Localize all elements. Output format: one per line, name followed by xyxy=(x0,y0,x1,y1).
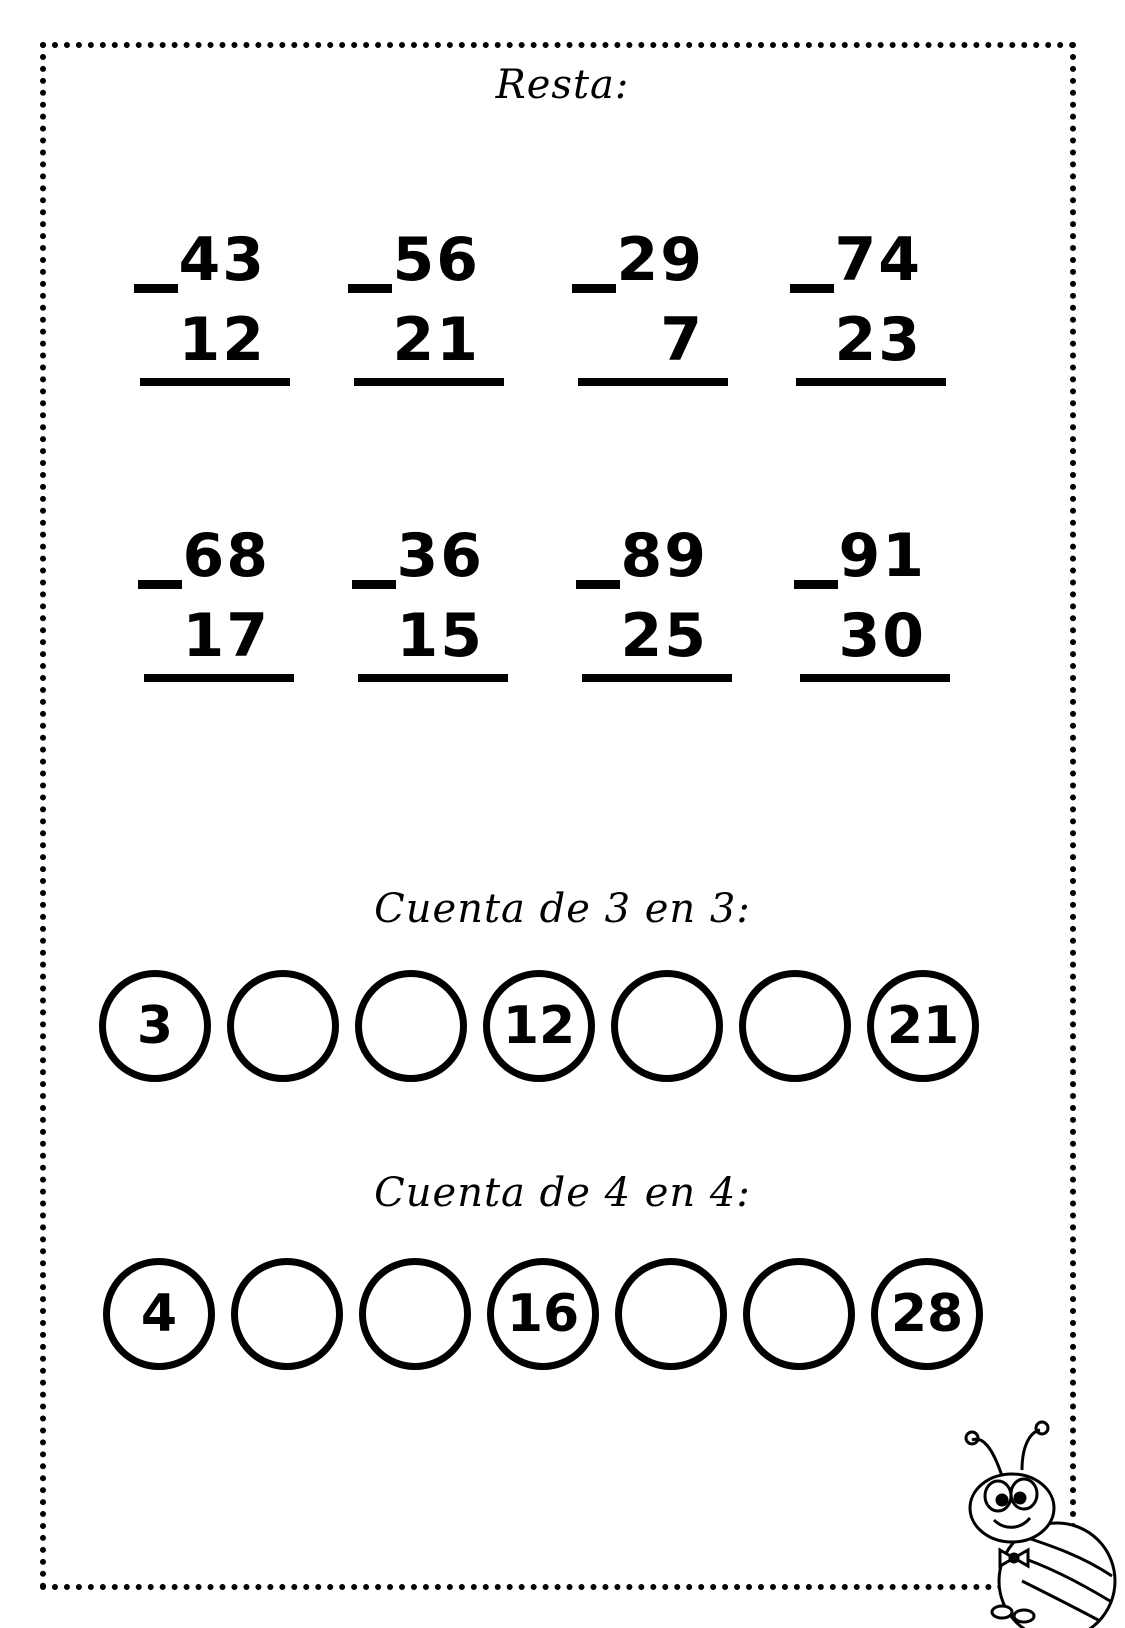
count-by-4-label: Cuenta de 4 en 4: xyxy=(374,1170,751,1216)
minus-sign xyxy=(352,580,396,589)
minus-sign xyxy=(576,580,620,589)
count-circle[interactable] xyxy=(231,1258,343,1370)
subtraction-problem xyxy=(352,520,512,680)
count-circle[interactable]: 28 xyxy=(871,1258,983,1370)
subtrahend: 23 xyxy=(834,305,922,375)
answer-line[interactable] xyxy=(358,674,508,682)
answer-line[interactable] xyxy=(796,378,946,386)
answer-line[interactable] xyxy=(144,674,294,682)
answer-line[interactable] xyxy=(354,378,504,386)
minuend: 91 xyxy=(838,521,926,591)
count-circle[interactable] xyxy=(739,970,851,1082)
count-circle[interactable]: 12 xyxy=(483,970,595,1082)
count-circle[interactable] xyxy=(227,970,339,1082)
subtraction-problem xyxy=(572,224,732,384)
count-circle[interactable]: 21 xyxy=(867,970,979,1082)
minus-sign xyxy=(138,580,182,589)
count-circle[interactable] xyxy=(359,1258,471,1370)
minus-sign xyxy=(794,580,838,589)
subtraction-problem xyxy=(576,520,736,680)
minuend: 68 xyxy=(182,521,270,591)
answer-line[interactable] xyxy=(800,674,950,682)
subtraction-problem xyxy=(134,224,294,384)
count-circle[interactable] xyxy=(611,970,723,1082)
minus-sign xyxy=(348,284,392,293)
answer-line[interactable] xyxy=(582,674,732,682)
subtraction-problem xyxy=(348,224,508,384)
answer-line[interactable] xyxy=(578,378,728,386)
minuend: 29 xyxy=(616,225,704,295)
subtraction-problem xyxy=(138,520,298,680)
minuend: 43 xyxy=(178,225,266,295)
count-circle[interactable]: 16 xyxy=(487,1258,599,1370)
answer-line[interactable] xyxy=(140,378,290,386)
subtrahend: 30 xyxy=(838,601,926,671)
minuend: 89 xyxy=(620,521,708,591)
subtraction-problem xyxy=(790,224,950,384)
minus-sign xyxy=(572,284,616,293)
minus-sign xyxy=(790,284,834,293)
caterpillar-illustration-icon xyxy=(962,1416,1125,1628)
subtrahend: 7 xyxy=(660,305,704,375)
minuend: 56 xyxy=(392,225,480,295)
count-circle[interactable] xyxy=(615,1258,727,1370)
count-by-3-label: Cuenta de 3 en 3: xyxy=(374,886,751,932)
subtrahend: 17 xyxy=(182,601,270,671)
count-circle[interactable] xyxy=(355,970,467,1082)
subtrahend: 25 xyxy=(620,601,708,671)
worksheet-title: Resta: xyxy=(495,62,630,108)
count-circle[interactable]: 3 xyxy=(99,970,211,1082)
minuend: 36 xyxy=(396,521,484,591)
minus-sign xyxy=(134,284,178,293)
count-circle[interactable]: 4 xyxy=(103,1258,215,1370)
subtraction-problem xyxy=(794,520,954,680)
minuend: 74 xyxy=(834,225,922,295)
subtrahend: 21 xyxy=(392,305,480,375)
subtrahend: 15 xyxy=(396,601,484,671)
subtrahend: 12 xyxy=(178,305,266,375)
count-circle[interactable] xyxy=(743,1258,855,1370)
